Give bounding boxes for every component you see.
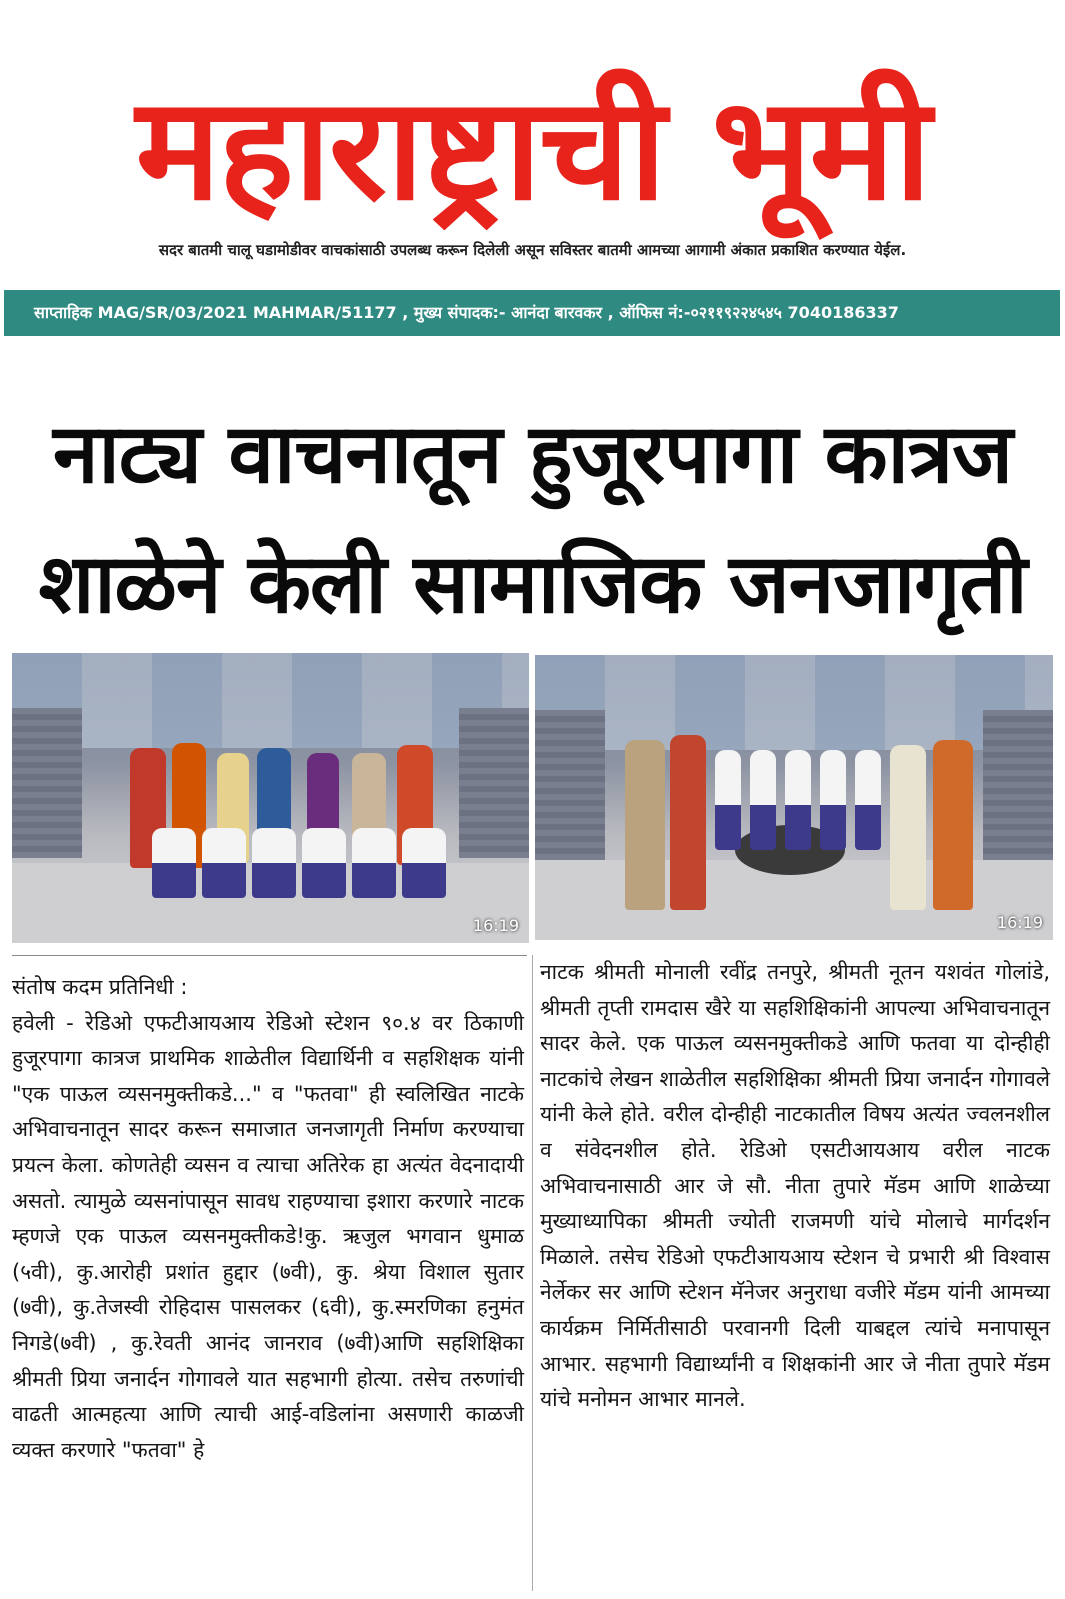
- photo-timestamp: 16:19: [472, 916, 519, 935]
- seated-student: [352, 828, 396, 898]
- seated-student: [202, 828, 246, 898]
- studio-wall-banner: [535, 655, 1053, 750]
- seated-student: [302, 828, 346, 898]
- seated-student: [252, 828, 296, 898]
- photo-timestamp: 16:19: [996, 913, 1043, 932]
- column-divider: [532, 955, 533, 1591]
- acoustic-panel: [983, 710, 1053, 860]
- masthead-title: महाराष्ट्राची भूमी: [135, 67, 930, 232]
- news-photo-1: [12, 653, 529, 943]
- seated-student: [152, 828, 196, 898]
- article-column-left: [12, 970, 524, 1468]
- acoustic-panel: [535, 710, 605, 860]
- article-body-left: हवेली - रेडिओ एफटीआयआय रेडिओ स्टेशन ९०.४ वर ठिकाणी हुजूरपागा कात्रज प्राथमिक शाळेतील विद्यार्थिनी व सहशिक्षक यांनी "एक पाऊल व्यसनमुक्तीकडे..." व "फतवा" ही स्वलिखित नाटके अभिवाचनातून सादर करून समाजात जनजागृती निर्माण करण्याचा प्रयत्न केला. कोणतेही व्यसन व त्याचा अतिरेक हा अत्यंत वेदनादायी असतो. त्यामुळे व्यसनांपासून सावध राहण्याचा इशारा करणारे नाटक म्हणजे एक पाऊल व्यसनमुक्तीकडे!कु. ऋजुल भगवान धुमाळ (५वी), कु.आरोही प्रशांत हुद्दार (७वी), कु. श्रेया विशाल सुतार (७वी), कु.तेजस्वी रोहिदास पासलकर (६वी), कु.स्मरणिका हनुमंत निगडे(७वी) , कु.रेवती आनंद जानराव (७वी)आणि सहशिक्षिका श्रीमती प्रिया जनार्दन गोगावले यात सहभागी होत्या. तसेच तरुणांची वाढती आत्महत्या आणि त्याची आई-वडिलांना असणारी काळजी व्यक्त करणारे "फतवा" हे: [12, 1010, 524, 1462]
- article-column-right: [540, 955, 1050, 1418]
- standing-student: [750, 750, 776, 850]
- standing-teacher: [670, 735, 706, 910]
- standing-student: [820, 750, 846, 850]
- publication-info-strip: साप्ताहिक MAG/SR/03/2021 MAHMAR/51177 , मुख्य संपादक:- आनंदा बारवकर , ऑफिस नं:-०२११९२२४५४५ 7040186337: [4, 290, 1060, 336]
- standing-student: [785, 750, 811, 850]
- standing-teacher: [933, 740, 973, 910]
- standing-teacher: [890, 745, 926, 910]
- standing-teacher: [625, 740, 665, 910]
- acoustic-panel: [459, 708, 529, 858]
- standing-student: [855, 750, 881, 850]
- news-photo-2: [535, 655, 1053, 940]
- article-body-right: नाटक श्रीमती मोनाली रवींद्र तनपुरे, श्रीमती नूतन यशवंत गोलांडे, श्रीमती तृप्ती रामदास खैरे या सहशिक्षिकांनी आपल्या अभिवाचनातून सादर केले. एक पाऊल व्यसनमुक्तीकडे आणि फतवा या दोन्हीही नाटकांचे लेखन शाळेतील सहशिक्षिका श्रीमती प्रिया जनार्दन गोगावले यांनी केले होते. वरील दोन्हीही नाटकातील विषय अत्यंत ज्वलनशील व संवेदनशील होते. रेडिओ एसटीआयआय वरील नाटक अभिवाचनासाठी आर जे सौ. नीता तुपारे मॅडम आणि शाळेच्या मुख्याध्यापिका श्रीमती ज्योती राजमणी यांचे मोलाचे मार्गदर्शन मिळाले. तसेच रेडिओ एफटीआयआय स्टेशन चे प्रभारी श्री विश्वास नेर्लेकर सर आणि स्टेशन मॅनेजर अनुराधा वजीरे मॅडम यांनी आमच्या कार्यक्रम निर्मितीसाठी परवानगी दिली याबद्दल त्यांचे मनापासून आभार. सहभागी विद्यार्थ्यांनी व शिक्षकांनी आर जे नीता तुपारे मॅडम यांचे मनोमन आभार मानले.: [540, 960, 1050, 1412]
- studio-wall-banner: [12, 653, 529, 748]
- article-byline: संतोष कदम प्रतिनिधी :: [12, 975, 188, 999]
- acoustic-panel: [12, 708, 82, 858]
- column-rule: [12, 955, 527, 956]
- masthead-note: सदर बातमी चालू घडामोडीवर वाचकांसाठी उपलब्ध करून दिलेली असून सविस्तर बातमी आमच्या आगामी अंकात प्रकाशित करण्यात येईल.: [158, 241, 907, 259]
- seated-student: [402, 828, 446, 898]
- headline-line-2: शाळेने केली सामाजिक जनजागृती: [38, 537, 1027, 632]
- standing-student: [715, 750, 741, 850]
- headline-line-1: नाट्य वाचनातून हुजूरपागा कात्रज: [53, 407, 1012, 502]
